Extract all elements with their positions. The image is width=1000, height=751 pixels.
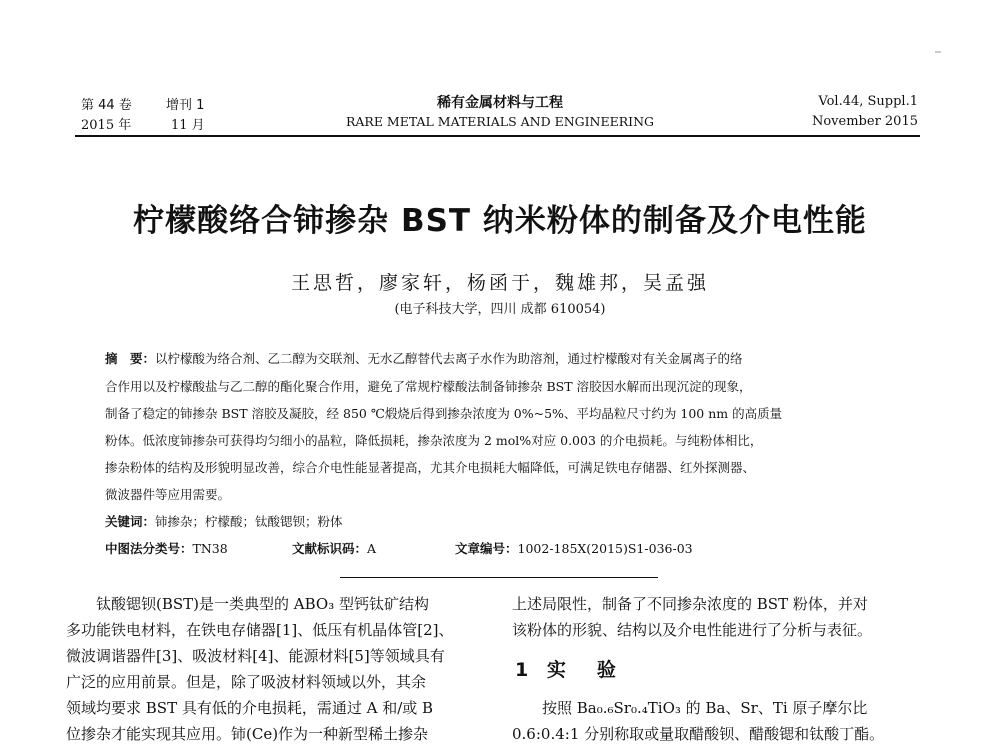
section-heading [515, 655, 622, 682]
header-month-cn: 11 月 [171, 118, 205, 133]
header-rule [75, 135, 920, 137]
keywords-line [105, 512, 905, 530]
doc-code-label: 文献标识码： [292, 541, 368, 556]
paper-authors: 王思哲，廖家轩，杨函于，魏雄邦，吴孟强 [290, 272, 709, 294]
body-left-line: 领域均要求 BST 具有低的介电损耗，需通过 A 和/或 B [66, 699, 434, 717]
body-left-line: 钛酸锶钡(BST)是一类典型的 ABO₃ 型钙钛矿结构 [96, 595, 429, 613]
abstract-label: 摘 要： [105, 351, 156, 366]
header-year-cn: 2015 年 [81, 118, 132, 133]
doc-code [292, 539, 376, 557]
section-number: 1 [515, 659, 535, 681]
doc-code-value: A [367, 541, 377, 556]
body-right-line: 0.6:0.4:1 分别称取或量取醋酸钡、醋酸锶和钛酸丁酯。 [512, 725, 885, 743]
separator-rule [340, 577, 658, 578]
body-left-line: 多功能铁电材料，在铁电存储器[1]、低压有机晶体管[2]、 [66, 621, 454, 639]
section-title: 实 验 [546, 659, 622, 681]
header-date-en: November 2015 [811, 114, 918, 129]
keywords-value: 铈掺杂；柠檬酸；钛酸锶钡；粉体 [155, 514, 343, 529]
article-number [455, 539, 693, 557]
header-volume-en: Vol.44, Suppl.1 [818, 94, 918, 109]
body-left-line: 微波调谐器件[3]、吸波材料[4]、能源材料[5]等领域具有 [66, 647, 445, 665]
header-volume-cn: 第 44 卷 [81, 98, 132, 113]
body-left-line: 广泛的应用前景。但是，除了吸波材料领域以外，其余 [66, 673, 427, 691]
abstract-line: 粉体。低浓度铈掺杂可获得均匀细小的晶粒，降低损耗，掺杂浓度为 2 mol%对应 0.003 的介电损耗。与纯粉体相比， [105, 433, 763, 448]
abstract-line: 掺杂粉体的结构及形貌明显改善，综合介电性能显著提高，尤其介电损耗大幅降低，可满足铁电存储器、红外探测器、 [105, 460, 756, 475]
paper-title: 柠檬酸络合铈掺杂 BST 纳米粉体的制备及介电性能 [133, 203, 867, 239]
header-journal-cn: 稀有金属材料与工程 [437, 95, 563, 111]
body-right-line: 上述局限性，制备了不同掺杂浓度的 BST 粉体，并对 [512, 595, 868, 613]
header-journal-en: RARE METAL MATERIALS AND ENGINEERING [345, 114, 655, 129]
paper-affiliation: (电子科技大学，四川 成都 610054) [394, 302, 606, 317]
article-number-value: 1002-185X(2015)S1-036-03 [517, 541, 693, 556]
corner-mark-icon [934, 48, 942, 56]
body-right-line: 该粉体的形貌、结构以及介电性能进行了分析与表征。 [512, 621, 873, 639]
clc-value: TN38 [192, 541, 228, 556]
clc-label: 中图法分类号： [105, 541, 193, 556]
abstract-line [105, 349, 905, 367]
abstract-line: 微波器件等应用需要。 [105, 487, 231, 502]
header-supplement-cn: 增刊 1 [166, 98, 205, 113]
article-number-label: 文章编号： [455, 541, 518, 556]
abstract-line: 制备了稳定的铈掺杂 BST 溶胶及凝胶，经 850 ℃煅烧后得到掺杂浓度为 0%~5%、平均晶粒尺寸约为 100 nm 的高质量 [105, 406, 783, 421]
body-left-line: 位掺杂才能实现其应用。铈(Ce)作为一种新型稀土掺杂 [66, 725, 429, 743]
abstract-text: 以柠檬酸为络合剂、乙二醇为交联剂、无水乙醇替代去离子水作为助溶剂，通过柠檬酸对有关金属离子的络 [155, 351, 743, 366]
body-right-line: 按照 Ba₀.₆Sr₀.₄TiO₃ 的 Ba、Sr、Ti 原子摩尔比 [542, 699, 868, 717]
abstract-line: 合作用以及柠檬酸盐与乙二醇的酯化聚合作用，避免了常规柠檬酸法制备铈掺杂 BST 溶胶因水解而出现沉淀的现象， [105, 379, 752, 394]
keywords-label: 关键词： [105, 514, 156, 529]
